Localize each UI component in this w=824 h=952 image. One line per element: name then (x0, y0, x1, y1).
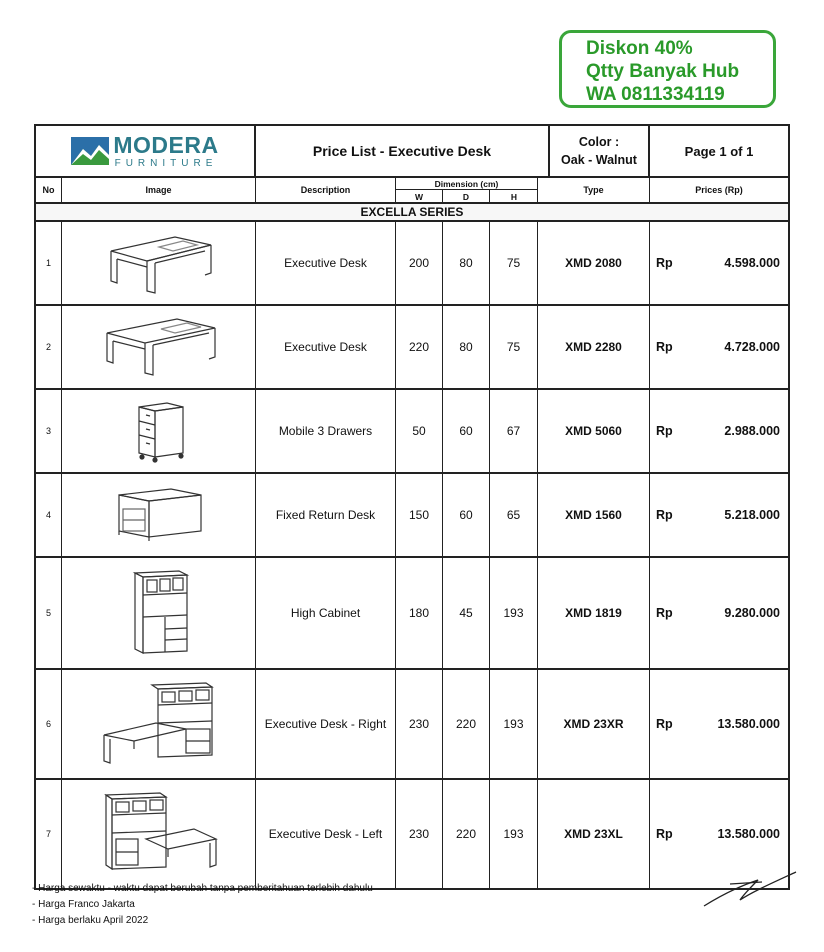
color-value: Oak - Walnut (561, 153, 637, 167)
col-type: Type (538, 178, 650, 202)
high-cabinet-icon (97, 567, 221, 659)
mobile-drawers-icon (97, 397, 221, 465)
col-description: Description (256, 178, 396, 202)
table-row (36, 558, 788, 670)
price-currency: Rp (656, 340, 673, 354)
row-description: Executive Desk - Right (256, 670, 396, 778)
price-value: 4.728.000 (724, 340, 780, 354)
price-value: 13.580.000 (717, 827, 780, 841)
row-height: 193 (490, 558, 538, 668)
executive-desk-set-left-icon (94, 789, 224, 879)
row-height: 193 (490, 670, 538, 778)
row-description: Fixed Return Desk (256, 474, 396, 556)
product-image (62, 780, 256, 888)
executive-desk-icon (97, 229, 221, 297)
logo-subtitle: FURNITURE (114, 157, 218, 169)
row-width: 230 (396, 780, 443, 888)
price-value: 13.580.000 (717, 717, 780, 731)
table-row (36, 670, 788, 780)
table-header (36, 126, 788, 178)
row-depth: 80 (443, 306, 490, 388)
product-image (62, 558, 256, 668)
price-currency: Rp (656, 424, 673, 438)
price-value: 4.598.000 (724, 256, 780, 270)
mountain-logo-icon (71, 137, 109, 165)
row-price (650, 306, 788, 388)
color-cell (550, 126, 650, 176)
executive-desk-icon (97, 313, 221, 381)
note-validity: - Harga berlaku April 2022 (32, 915, 149, 926)
table-row (36, 222, 788, 306)
row-height: 65 (490, 474, 538, 556)
row-height: 67 (490, 390, 538, 472)
row-description: High Cabinet (256, 558, 396, 668)
price-currency: Rp (656, 508, 673, 522)
row-depth: 45 (443, 558, 490, 668)
row-no: 4 (36, 474, 62, 556)
row-price (650, 474, 788, 556)
product-image (62, 306, 256, 388)
note-price-change: - Harga sewaktu - waktu dapat berubah tanpa pemberitahuan terlebih dahulu (32, 883, 373, 894)
row-no: 1 (36, 222, 62, 304)
product-image (62, 390, 256, 472)
row-no: 5 (36, 558, 62, 668)
signature-icon (700, 866, 800, 912)
row-type: XMD 1560 (538, 474, 650, 556)
price-currency: Rp (656, 717, 673, 731)
row-height: 193 (490, 780, 538, 888)
col-prices: Prices (Rp) (695, 185, 743, 195)
product-image (62, 474, 256, 556)
price-value: 2.988.000 (724, 424, 780, 438)
table-row (36, 780, 788, 890)
brand-logo (71, 131, 219, 169)
row-type: XMD 2280 (538, 306, 650, 388)
row-type: XMD 1819 (538, 558, 650, 668)
row-no: 3 (36, 390, 62, 472)
row-description: Executive Desk (256, 222, 396, 304)
row-depth: 60 (443, 474, 490, 556)
row-type: XMD 5060 (538, 390, 650, 472)
logo-cell (36, 126, 256, 176)
promo-quantity: Qtty Banyak Hub (586, 61, 740, 82)
col-d: D (443, 190, 490, 204)
row-price (650, 390, 788, 472)
row-width: 200 (396, 222, 443, 304)
row-description: Mobile 3 Drawers (256, 390, 396, 472)
footer-notes (32, 881, 373, 929)
price-list-table (34, 124, 790, 890)
product-image (62, 222, 256, 304)
row-price (650, 670, 788, 778)
promo-whatsapp: WA 0811334119 (586, 84, 725, 105)
series-title: EXCELLA SERIES (36, 204, 788, 222)
price-value: 9.280.000 (724, 606, 780, 620)
row-depth: 220 (443, 780, 490, 888)
col-no: No (36, 178, 62, 202)
row-price (650, 558, 788, 668)
price-currency: Rp (656, 256, 673, 270)
row-type: XMD 23XL (538, 780, 650, 888)
row-type: XMD 23XR (538, 670, 650, 778)
row-width: 230 (396, 670, 443, 778)
promo-box (559, 30, 776, 108)
price-currency: Rp (656, 827, 673, 841)
row-no: 7 (36, 780, 62, 888)
price-value: 5.218.000 (724, 508, 780, 522)
promo-discount: Diskon 40% (586, 38, 693, 59)
page-title: Price List - Executive Desk (256, 126, 550, 176)
page-number: Page 1 of 1 (684, 143, 754, 159)
note-franco: - Harga Franco Jakarta (32, 899, 135, 910)
row-depth: 220 (443, 670, 490, 778)
price-currency: Rp (656, 606, 673, 620)
table-body (36, 222, 788, 890)
row-height: 75 (490, 306, 538, 388)
row-height: 75 (490, 222, 538, 304)
col-dimension-label: Dimension (cm) (396, 178, 537, 190)
table-row (36, 306, 788, 390)
row-width: 220 (396, 306, 443, 388)
row-description: Executive Desk (256, 306, 396, 388)
product-image (62, 670, 256, 778)
row-no: 6 (36, 670, 62, 778)
executive-desk-set-right-icon (94, 679, 224, 769)
col-image: Image (62, 178, 256, 202)
logo-name: MODERA (113, 131, 219, 158)
col-h: H (510, 192, 518, 202)
table-row (36, 474, 788, 558)
row-width: 150 (396, 474, 443, 556)
col-dimension (396, 178, 538, 202)
row-depth: 80 (443, 222, 490, 304)
row-price (650, 222, 788, 304)
color-label: Color : (578, 135, 620, 149)
row-width: 50 (396, 390, 443, 472)
return-desk-icon (97, 481, 221, 549)
row-description: Executive Desk - Left (256, 780, 396, 888)
row-width: 180 (396, 558, 443, 668)
table-row (36, 390, 788, 474)
row-depth: 60 (443, 390, 490, 472)
row-no: 2 (36, 306, 62, 388)
column-headers (36, 178, 788, 204)
col-w: W (396, 190, 443, 204)
row-type: XMD 2080 (538, 222, 650, 304)
